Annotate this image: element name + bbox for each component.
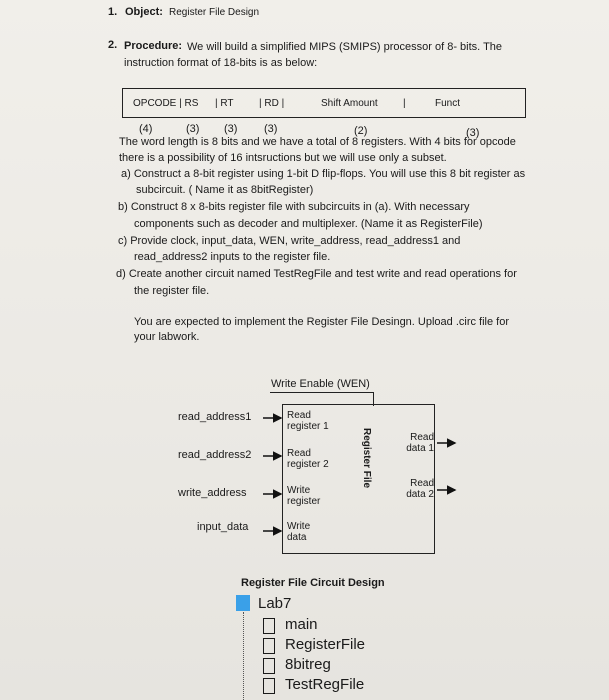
diagram-caption: Register File Circuit Design [241,577,385,589]
bits-funct: (3) [466,127,480,139]
item-c-line-2: read_address2 inputs to the register file. [134,251,331,263]
port-read-register-1-line1: Read [287,410,311,421]
item-b-line-1: b) Construct 8 x 8-bits register file with subcircuits in (a). With necessary [118,201,470,213]
bits-rd: (3) [264,123,278,135]
port-write-register-line1: Write [287,485,311,496]
port-read-register-1-line2: register 1 [287,421,329,432]
paragraph-line-1: The word length is 8 bits and we have a total of 8 registers. With 4 bits for opcode [119,136,516,148]
field-funct: Funct [435,97,461,109]
circuit-icon-main [263,618,275,634]
bits-rt: (3) [224,123,238,135]
circuit-icon-testregfile [263,678,275,694]
item-d-line-2: the register file. [134,285,210,297]
port-read-data-2 [398,478,434,500]
port-read-register-1 [287,410,329,432]
paragraph-line-2: there is a possibility of 16 intsructions but we will use only a subset. [119,152,447,164]
tree-guide-line [243,612,245,700]
item-a-line-2: subcircuit. ( Name it as 8bitRegister) [136,184,314,196]
port-write-data [287,521,310,543]
port-write-data-line1: Write [287,521,311,532]
register-file-center-label: Register File [361,428,372,489]
port-read-register-2-line2: register 2 [287,459,329,470]
procedure-label: Procedure: [124,40,183,52]
tree-item-8bitreg[interactable]: 8bitreg [285,656,331,673]
bits-shift: (2) [354,125,368,137]
port-read-data-1 [398,432,434,454]
field-shift-amount: Shift Amount [321,97,378,109]
circuit-icon-registerfile [263,638,275,654]
port-read-data-2-line1: Read [410,478,434,489]
port-read-register-2 [287,448,329,470]
port-read-register-2-line1: Read [287,448,311,459]
input-write-address: write_address [178,487,247,499]
bits-rs: (3) [186,123,200,135]
item-number-2: 2. [108,39,118,51]
item-number-1: 1. [108,6,118,18]
port-read-data-1-line1: Read [410,432,434,443]
tree-item-main[interactable]: main [285,616,318,633]
port-read-data-1-line2: data 1 [406,443,434,454]
object-label: Object: [125,6,163,18]
item-b-line-2: components such as decoder and multiplexer. (Name it as RegisterFile) [134,218,483,230]
object-text: Register File Design [169,7,260,18]
field-separator: | [403,97,406,109]
circuit-icon-8bitreg [263,658,275,674]
expectation-line-2: your labwork. [134,331,200,343]
tree-item-registerfile[interactable]: RegisterFile [285,636,366,653]
procedure-text-1: We will build a simplified MIPS (SMIPS) processor of 8- bits. The [187,41,503,53]
project-folder-icon [236,595,250,611]
input-data: input_data [197,521,249,533]
port-read-data-2-line2: data 2 [406,489,434,500]
tree-root-lab7[interactable]: Lab7 [258,595,292,612]
tree-item-testregfile[interactable]: TestRegFile [285,676,365,693]
wen-label: Write Enable (WEN) [271,378,370,390]
item-d-line-1: d) Create another circuit named TestRegFile and test write and read operations for [116,268,517,280]
port-write-register-line2: register [287,496,321,507]
procedure-text-2: instruction format of 18-bits is as below: [124,57,318,69]
input-read-address2: read_address2 [178,449,252,461]
field-rt: | RT [215,97,234,109]
port-write-data-line2: data [287,532,307,543]
item-a-line-1: a) Construct a 8-bit register using 1-bit D flip-flops. You will use this 8 bit register as [121,168,526,180]
item-c-line-1: c) Provide clock, input_data, WEN, write_address, read_address1 and [118,235,461,247]
bits-opcode: (4) [139,123,153,135]
port-write-register [287,485,320,507]
field-opcode-rs: OPCODE | RS [133,97,199,109]
input-read-address1: read_address1 [178,411,252,423]
expectation-line-1: You are expected to implement the Register File Desingn. Upload .circ file for [134,316,510,328]
field-rd: | RD | [259,97,285,109]
